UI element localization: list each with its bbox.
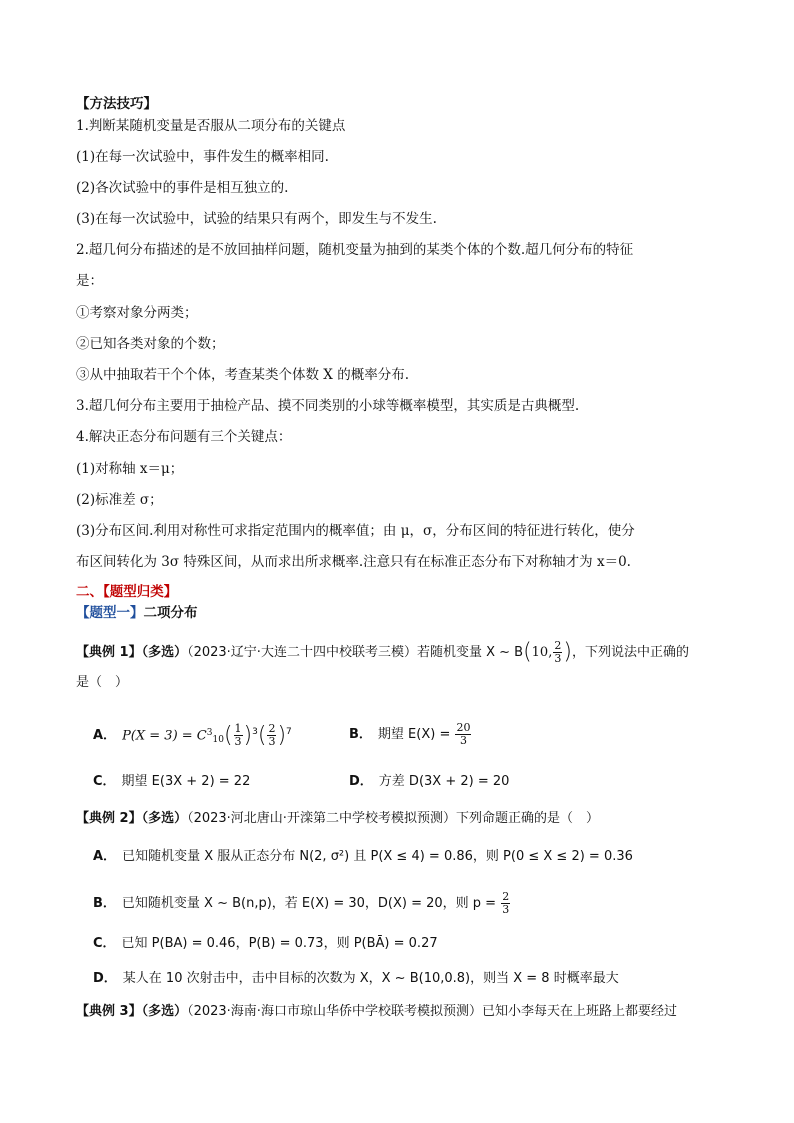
example-1-param-n: 10,: [531, 645, 553, 660]
example-3-question: [76, 1002, 677, 1022]
option-c-label: C．: [93, 774, 116, 789]
example-1-paren-left: (: [523, 639, 532, 665]
method-line-11: 4.解决正态分布问题有三个关键点：: [76, 429, 292, 445]
method-line-10: 3.超几何分布主要用于抽检产品、摸不同类别的小球等概率模型，其实质是古典概型.: [76, 398, 580, 414]
example-2-multi: （多选）: [141, 811, 188, 826]
example-2-question: [76, 809, 599, 829]
example-1-option-a[interactable]: [93, 722, 292, 750]
option-b-text: 期望 E(X) =: [377, 727, 451, 742]
paren-close-2: ): [277, 722, 287, 748]
option-a-binom: $^3_{10}$: [206, 728, 224, 746]
example-1-paren-right: ): [563, 639, 572, 665]
example-1-option-c[interactable]: [93, 772, 250, 792]
type-tag: 【题型一】: [76, 605, 144, 621]
section-title-text: 【题型归类】: [103, 584, 178, 600]
example-1-tail: ，下列说法中正确的: [571, 645, 689, 660]
example-2-option-a[interactable]: [93, 847, 633, 867]
method-line-3: (2)各次试验中的事件是相互独立的.: [76, 180, 289, 196]
option-d-label: D．: [349, 774, 373, 789]
example-2-option-b[interactable]: [93, 891, 511, 916]
example-2-source: （2023·河北唐山·开滦第二中学校考模拟预测）下列命题正确的是（ ）: [187, 811, 599, 826]
method-heading: 【方法技巧】: [76, 96, 157, 112]
frac-one-third: $\frac{1}{3}$: [234, 722, 242, 749]
example-1-question-line2: 是（ ）: [76, 675, 129, 690]
method-line-9: ③从中抽取若干个个体，考查某类个体数 X 的概率分布.: [76, 367, 409, 383]
method-line-8: ②已知各类对象的个数；: [76, 336, 225, 352]
option-b-text: 已知随机变量 X ~ B(n,p)，若 E(X) = 30，D(X) = 20，则 p =: [121, 896, 497, 911]
option-a-label: A．: [93, 728, 117, 744]
option-d-text: 方差 D(3X + 2) = 20: [378, 774, 510, 789]
example-2-option-d[interactable]: [93, 969, 619, 989]
option-c-label: C．: [93, 936, 116, 951]
method-line-15: 布区间转化为 3σ 特殊区间，从而求出所求概率.注意只有在标准正态分布下对称轴才为 x＝0.: [76, 554, 631, 570]
method-line-12: (1)对称轴 x＝μ；: [76, 461, 184, 477]
option-a-label: A．: [93, 849, 117, 864]
example-1-source: （2023·辽宁·大连二十四中校联考三模）若随机变量 X ~ B: [187, 645, 524, 660]
example-1-option-b[interactable]: [349, 722, 472, 747]
method-line-7: ①考察对象分两类；: [76, 305, 198, 321]
method-line-5: 2.超几何分布描述的是不放回抽样问题，随机变量为抽到的某类个体的个数.超几何分布的特征: [76, 242, 634, 258]
paren-open-2: (: [257, 722, 267, 748]
option-b-label: B．: [93, 896, 116, 911]
example-2-option-c[interactable]: [93, 934, 438, 954]
frac-two-thirds: $\frac{2}{3}$: [268, 722, 276, 749]
example-1-param-p: $\frac{2}{3}$: [554, 639, 562, 665]
frac-2-3: $\frac{2}{3}$: [502, 890, 510, 916]
example-3-multi: （多选）: [141, 1004, 188, 1019]
example-1-question: [76, 640, 689, 665]
method-line-1: 1.判断某随机变量是否服从二项分布的关键点: [76, 118, 346, 134]
option-b-label: B．: [349, 727, 372, 742]
method-line-6: 是：: [76, 273, 103, 289]
method-line-13: (2)标准差 σ；: [76, 492, 163, 508]
example-1-tag: 【典例 1】: [76, 645, 142, 660]
method-line-4: (3)在每一次试验中，试验的结果只有两个，即发生与不发生.: [76, 211, 437, 227]
exp-3: 3: [252, 727, 258, 737]
option-a-text: P(X = 3) = C: [122, 728, 207, 744]
paren-close-1: ): [243, 722, 253, 748]
option-d-text: 某人在 10 次射击中，击中目标的次数为 X，X ~ B(10,0.8)，则当 X = 8 时概率最大: [122, 971, 619, 986]
option-c-text: 已知 P(BA) = 0.46，P(B) = 0.73，则 P(BĀ) = 0.27: [121, 936, 438, 951]
example-3-source: （2023·海南·海口市琼山华侨中学校联考模拟预测）已知小李每天在上班路上都要经过: [187, 1004, 677, 1019]
section-title: [76, 582, 177, 602]
option-d-label: D．: [93, 971, 117, 986]
example-1-multi: （多选）: [141, 645, 188, 660]
method-line-14: (3)分布区间.利用对称性可求指定范围内的概率值；由 μ，σ，分布区间的特征进行转化，使分: [76, 523, 635, 539]
example-2-tag: 【典例 2】: [76, 811, 142, 826]
option-c-text: 期望 E(3X + 2) = 22: [121, 774, 251, 789]
option-a-text: 已知随机变量 X 服从正态分布 N(2, σ²) 且 P(X ≤ 4) = 0.86，则 P(0 ≤ X ≤ 2) = 0.36: [122, 849, 633, 864]
type-name: 二项分布: [143, 605, 198, 621]
exp-7: 7: [286, 727, 292, 737]
section-prefix: 二、: [76, 584, 103, 600]
type-heading: [76, 603, 198, 623]
paren-open-1: (: [223, 722, 233, 748]
example-1-option-d[interactable]: [349, 772, 509, 792]
method-line-2: (1)在每一次试验中，事件发生的概率相同.: [76, 149, 329, 165]
frac-20-3: $\frac{20}{3}$: [456, 721, 471, 747]
example-3-tag: 【典例 3】: [76, 1004, 142, 1019]
